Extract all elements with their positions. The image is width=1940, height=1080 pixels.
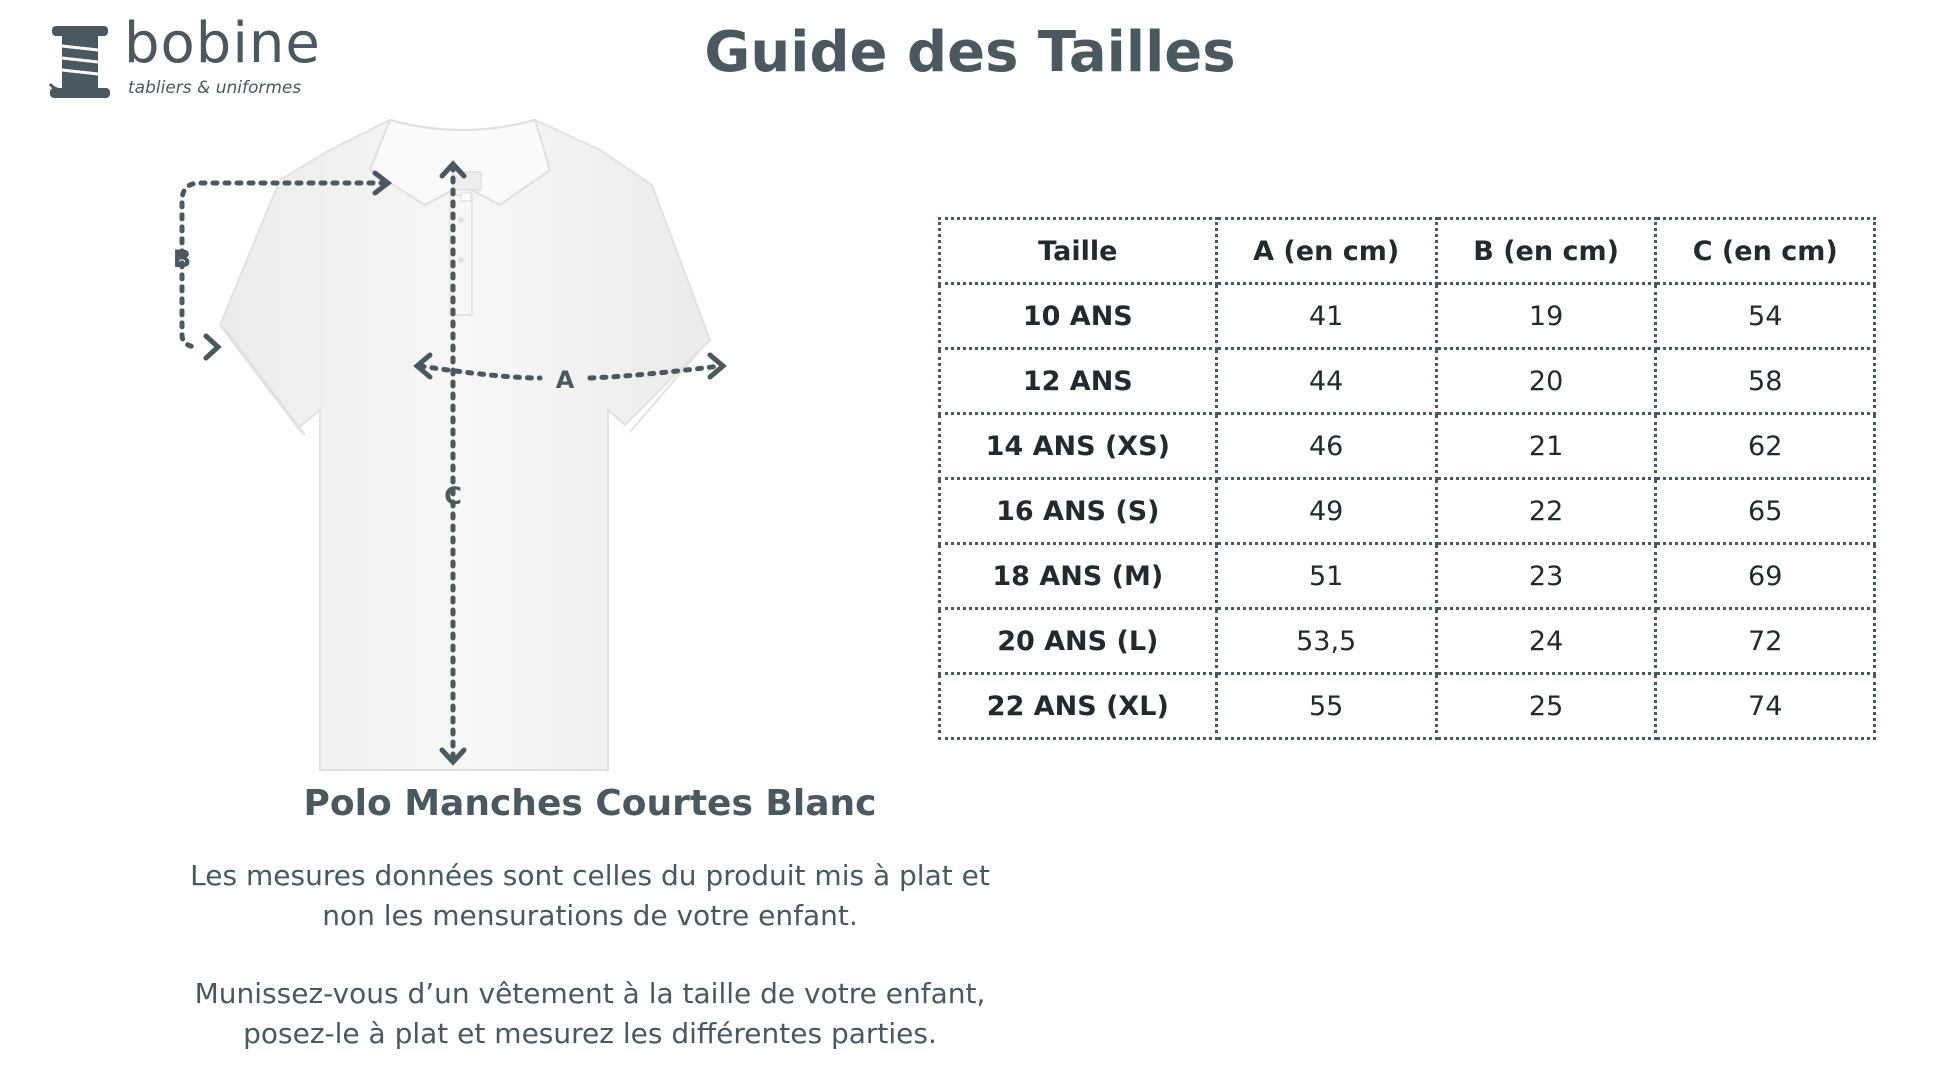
b-cell: 20 (1436, 349, 1656, 414)
c-cell: 69 (1656, 544, 1875, 609)
header-c: C (en cm) (1656, 219, 1875, 284)
size-cell: 18 ANS (M) (940, 544, 1217, 609)
a-cell: 51 (1216, 544, 1436, 609)
table-row (940, 414, 1875, 479)
a-cell: 44 (1216, 349, 1436, 414)
size-cell: 10 ANS (940, 284, 1217, 349)
label-a: A (555, 366, 575, 394)
b-cell: 19 (1436, 284, 1656, 349)
table-header-row (940, 219, 1875, 284)
page-title: Guide des Tailles (704, 20, 1236, 85)
b-cell: 21 (1436, 414, 1656, 479)
c-cell: 54 (1656, 284, 1875, 349)
c-cell: 74 (1656, 674, 1875, 739)
size-table (938, 217, 1876, 740)
b-cell: 22 (1436, 479, 1656, 544)
label-c: C (444, 482, 462, 510)
measurement-note: Les mesures données sont celles du produit mis à plat et non les mensurations de votre enfant. (190, 859, 990, 932)
size-cell: 14 ANS (XS) (940, 414, 1217, 479)
a-cell: 41 (1216, 284, 1436, 349)
c-cell: 65 (1656, 479, 1875, 544)
brand-name: bobine (124, 11, 321, 76)
product-name: Polo Manches Courtes Blanc (303, 783, 877, 824)
c-cell: 58 (1656, 349, 1875, 414)
polo-shirt-shape (220, 120, 710, 770)
brand-tagline: tabliers & uniformes (128, 78, 302, 98)
table-row (940, 284, 1875, 349)
b-cell: 24 (1436, 609, 1656, 674)
polo-diagram (172, 110, 900, 780)
a-cell: 53,5 (1216, 609, 1436, 674)
a-cell: 55 (1216, 674, 1436, 739)
header-taille: Taille (940, 219, 1217, 284)
c-cell: 62 (1656, 414, 1875, 479)
table-row (940, 544, 1875, 609)
table-row (940, 349, 1875, 414)
size-cell: 12 ANS (940, 349, 1217, 414)
b-cell: 23 (1436, 544, 1656, 609)
a-cell: 46 (1216, 414, 1436, 479)
c-cell: 72 (1656, 609, 1875, 674)
b-cell: 25 (1436, 674, 1656, 739)
header-a: A (en cm) (1216, 219, 1436, 284)
table-row (940, 609, 1875, 674)
measuring-instructions: Munissez-vous d’un vêtement à la taille de votre enfant, posez-le à plat et mesurez les différentes parties. (194, 977, 986, 1050)
a-cell: 49 (1216, 479, 1436, 544)
table-row (940, 479, 1875, 544)
table-row (940, 674, 1875, 739)
size-cell: 16 ANS (S) (940, 479, 1217, 544)
header-b: B (en cm) (1436, 219, 1656, 284)
size-cell: 22 ANS (XL) (940, 674, 1217, 739)
label-b: B (172, 245, 192, 273)
size-cell: 20 ANS (L) (940, 609, 1217, 674)
